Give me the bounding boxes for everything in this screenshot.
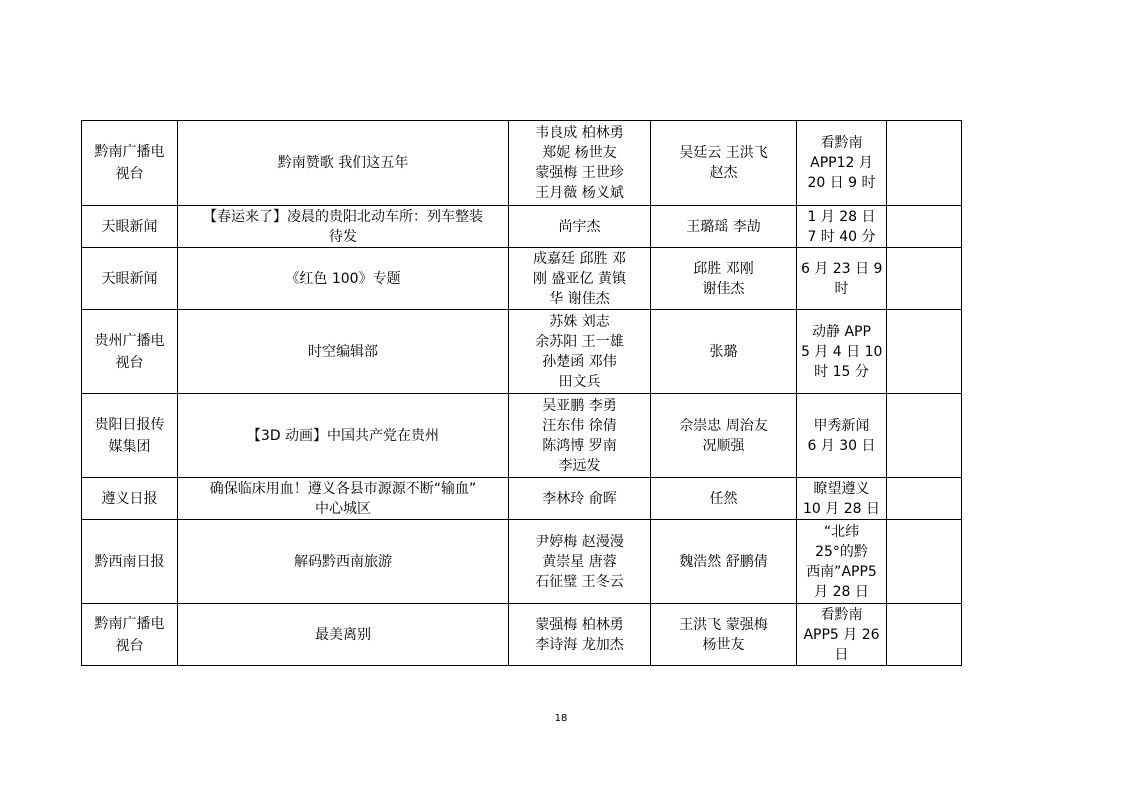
work-title-cell [178,310,509,394]
authors-line: 郑妮 杨世友 [542,145,617,161]
unit-line: 视台 [115,166,144,182]
note-cell [887,206,962,248]
editors-line: 况顺强 [702,437,745,454]
table-row [82,310,962,394]
unit-line: 媒集团 [108,438,151,455]
unit-line: 视台 [115,354,144,371]
work-title-line: 确保临床用血！遵义各县市源源不断“输血” [209,480,477,497]
work-title-line: 最美离别 [315,626,371,643]
authors-line: 李林玲 俞晖 [542,490,617,507]
unit-cell [82,121,178,206]
authors-cell [509,310,651,394]
authors-line: 王月薇 杨义斌 [535,185,624,201]
editors-line: 王洪飞 蒙强梅 [679,616,768,633]
editors-line: 任然 [709,490,738,507]
publish-cell [797,248,887,310]
work-title-line: 待发 [329,228,357,245]
editors-line: 佘崇忠 周治友 [679,417,768,434]
note-cell [887,248,962,310]
note-cell [887,394,962,478]
unit-line: 视台 [115,637,144,654]
publish-line: 20 日 9 时 [807,175,876,191]
unit-line: 贵阳日报传 [94,416,165,433]
editors-cell [651,310,797,394]
publish-line: 时 15 分 [814,363,869,380]
publish-cell [797,310,887,394]
publish-line: 6 月 23 日 9 [801,260,883,277]
unit-line: 天眼新闻 [101,270,158,287]
table-row [82,604,962,666]
unit-cell [82,394,178,478]
editors-line: 谢佳杰 [702,280,745,297]
awards-table [81,120,962,666]
editors-line: 吴廷云 王洪飞 [679,145,768,161]
authors-cell [509,478,651,520]
note-cell [887,310,962,394]
work-title-line: 时空编辑部 [308,343,378,360]
authors-line: 李诗海 龙加杰 [535,636,624,653]
editors-cell [651,394,797,478]
table-row [82,248,962,310]
work-title-cell [178,394,509,478]
authors-cell [509,394,651,478]
work-title-line: 中心城区 [315,500,371,517]
editors-cell [651,604,797,666]
authors-line: 吴亚鹏 李勇 [542,397,617,414]
editors-line: 赵杰 [709,165,738,181]
publish-line: APP12 月 [810,155,873,171]
publish-cell [797,604,887,666]
editors-line: 邱胜 邓刚 [693,260,754,277]
table-body [82,121,962,666]
authors-cell [509,248,651,310]
authors-line: 蒙强梅 王世珍 [535,165,624,181]
table-row [82,394,962,478]
work-title-line: 《红色 100》专题 [285,270,401,287]
work-title-line: 【春运来了】凌晨的贵阳北动车所：列车整装 [203,208,483,225]
editors-cell [651,206,797,248]
note-cell [887,520,962,604]
editors-cell [651,520,797,604]
work-title-cell [178,520,509,604]
authors-line: 石征璧 王冬云 [535,573,624,590]
editors-cell [651,478,797,520]
authors-line: 余苏阳 王一雄 [535,333,624,350]
authors-line: 李远发 [558,457,601,474]
authors-line: 成嘉廷 邱胜 邓 [533,250,626,267]
publish-line: 日 [834,646,849,663]
unit-cell [82,310,178,394]
unit-line: 黔西南日报 [94,553,165,570]
work-title-cell [178,248,509,310]
unit-line: 黔南广播电 [94,615,165,632]
authors-line: 汪东伟 徐倩 [542,417,617,434]
unit-cell [82,604,178,666]
authors-line: 蒙强梅 柏林勇 [535,616,624,633]
publish-cell [797,394,887,478]
publish-line: 月 28 日 [814,583,869,600]
editors-line: 杨世友 [702,636,745,653]
authors-line: 黄崇星 唐蓉 [542,553,617,570]
publish-line: 甲秀新闻 [813,417,870,434]
authors-line: 田文兵 [558,373,601,390]
publish-line: 25°的黔 [815,543,868,560]
unit-cell [82,520,178,604]
publish-line: 时 [834,280,849,297]
publish-line: 1 月 28 日 [807,208,876,225]
authors-cell [509,121,651,206]
publish-line: 5 月 4 日 10 [801,343,883,360]
publish-line: “北纬 [823,523,860,540]
work-title-line: 解码黔西南旅游 [294,553,392,570]
authors-cell [509,520,651,604]
publish-line: 6 月 30 日 [807,437,876,454]
editors-line: 张璐 [709,343,738,360]
table-row [82,478,962,520]
publish-line: 西南”APP5 [806,563,877,580]
note-cell [887,121,962,206]
work-title-cell [178,478,509,520]
unit-line: 黔南广播电 [94,144,165,160]
authors-line: 陈鸿博 罗南 [542,437,617,454]
unit-cell [82,248,178,310]
note-cell [887,604,962,666]
publish-line: 10 月 28 日 [803,500,880,517]
work-title-cell [178,206,509,248]
table-row [82,206,962,248]
unit-line: 天眼新闻 [101,218,158,235]
unit-line: 遵义日报 [101,490,158,507]
publish-cell [797,206,887,248]
authors-line: 华 谢佳杰 [549,290,610,307]
authors-cell [509,206,651,248]
table-row [82,121,962,206]
authors-line: 苏姝 刘志 [549,313,610,330]
unit-cell [82,206,178,248]
publish-line: 看黔南 [820,135,863,151]
publish-cell [797,520,887,604]
work-title-line: 黔南赞歌 我们这五年 [277,155,409,171]
publish-line: 动静 APP [812,323,871,340]
publish-cell [797,478,887,520]
publish-line: 看黔南 [820,606,863,623]
authors-line: 尚宇杰 [558,218,601,235]
authors-line: 刚 盛亚亿 黄镇 [533,270,626,287]
page-number: 18 [554,713,568,724]
unit-cell [82,478,178,520]
editors-cell [651,121,797,206]
publish-line: APP5 月 26 [803,626,880,643]
authors-line: 尹婷梅 赵漫漫 [535,533,624,550]
authors-line: 孙楚函 邓伟 [542,353,617,370]
unit-line: 贵州广播电 [94,332,165,349]
publish-line: 7 时 40 分 [807,228,876,245]
work-title-cell [178,121,509,206]
work-title-line: 【3D 动画】中国共产党在贵州 [246,427,440,444]
editors-line: 魏浩然 舒鹏倩 [679,553,768,570]
publish-line: 瞭望遵义 [813,480,870,497]
table-row [82,520,962,604]
authors-line: 韦良成 柏林勇 [535,125,624,141]
publish-cell [797,121,887,206]
note-cell [887,478,962,520]
work-title-cell [178,604,509,666]
editors-cell [651,248,797,310]
editors-line: 王璐瑶 李劼 [686,218,761,235]
authors-cell [509,604,651,666]
